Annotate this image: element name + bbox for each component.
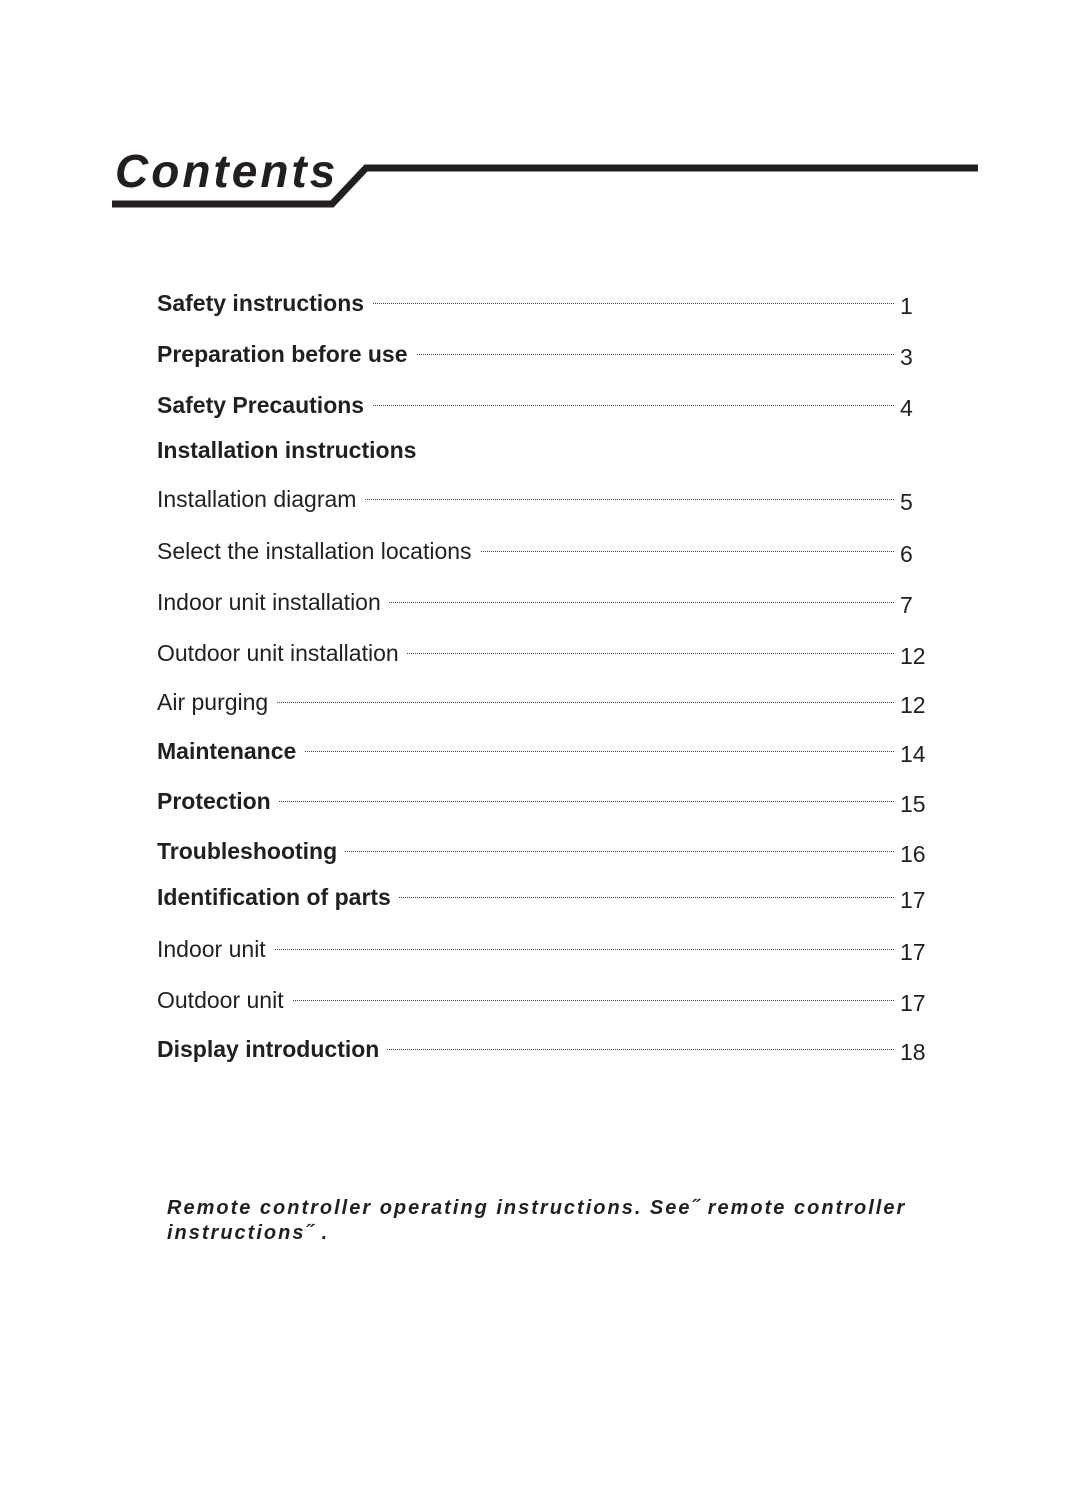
toc-entry-page: 4 <box>900 395 913 421</box>
toc-section-installation-instructions <box>157 435 930 465</box>
toc-entry-indoor-unit[interactable] <box>157 934 930 964</box>
toc-entry-label: Protection <box>157 786 279 816</box>
toc-entry-page: 6 <box>900 541 913 567</box>
toc-entry-safety-instructions[interactable] <box>157 288 930 318</box>
toc-entry-label: Select the installation locations <box>157 536 480 566</box>
toc-entry-indoor-unit-installation[interactable] <box>157 587 930 617</box>
toc-entry-select-installation-locations[interactable] <box>157 536 930 566</box>
toc-entry-identification-of-parts[interactable] <box>157 882 930 912</box>
toc-entry-preparation-before-use[interactable] <box>157 339 930 369</box>
toc-entry-troubleshooting[interactable] <box>157 836 930 866</box>
toc-entry-page: 5 <box>900 489 913 515</box>
toc-entry-air-purging[interactable] <box>157 687 930 717</box>
title-underline-rule <box>0 0 1083 230</box>
toc-entry-label: Safety instructions <box>157 288 372 318</box>
toc-entry-label: Maintenance <box>157 736 304 766</box>
toc-entry-label: Installation diagram <box>157 484 364 514</box>
toc-entry-label: Outdoor unit <box>157 985 292 1015</box>
remote-controller-note: Remote controller operating instructions. See˝ remote controller instructions˝ . <box>167 1197 907 1244</box>
toc-entry-label: Identification of parts <box>157 882 399 912</box>
toc-entry-page: 14 <box>900 741 926 767</box>
toc-entry-page: 17 <box>900 887 926 913</box>
toc-entry-page: 3 <box>900 344 913 370</box>
toc-entry-label: Display introduction <box>157 1034 387 1064</box>
toc-entry-maintenance[interactable] <box>157 736 930 766</box>
toc-entry-label: Indoor unit <box>157 934 274 964</box>
toc-entry-outdoor-unit-installation[interactable] <box>157 638 930 668</box>
toc-entry-installation-diagram[interactable] <box>157 484 930 514</box>
toc-entry-page: 15 <box>900 791 926 817</box>
toc-entry-label: Troubleshooting <box>157 836 345 866</box>
toc-entry-label: Indoor unit installation <box>157 587 389 617</box>
toc-entry-safety-precautions[interactable] <box>157 390 930 420</box>
toc-entry-page: 7 <box>900 592 913 618</box>
toc-entry-label: Air purging <box>157 687 276 717</box>
page-title: Contents <box>115 145 339 197</box>
toc-entry-page: 12 <box>900 692 926 718</box>
toc-section-label: Installation instructions <box>157 435 424 465</box>
toc-entry-page: 1 <box>900 293 913 319</box>
toc-entry-label: Outdoor unit installation <box>157 638 407 668</box>
toc-entry-label: Safety Precautions <box>157 390 372 420</box>
toc-entry-outdoor-unit[interactable] <box>157 985 930 1015</box>
toc-entry-page: 18 <box>900 1039 926 1065</box>
toc-entry-page: 16 <box>900 841 926 867</box>
toc-entry-page: 17 <box>900 990 926 1016</box>
toc-entry-protection[interactable] <box>157 786 930 816</box>
toc-entry-display-introduction[interactable] <box>157 1034 930 1064</box>
toc-entry-label: Preparation before use <box>157 339 416 369</box>
toc-entry-page: 12 <box>900 643 926 669</box>
toc-entry-page: 17 <box>900 939 926 965</box>
